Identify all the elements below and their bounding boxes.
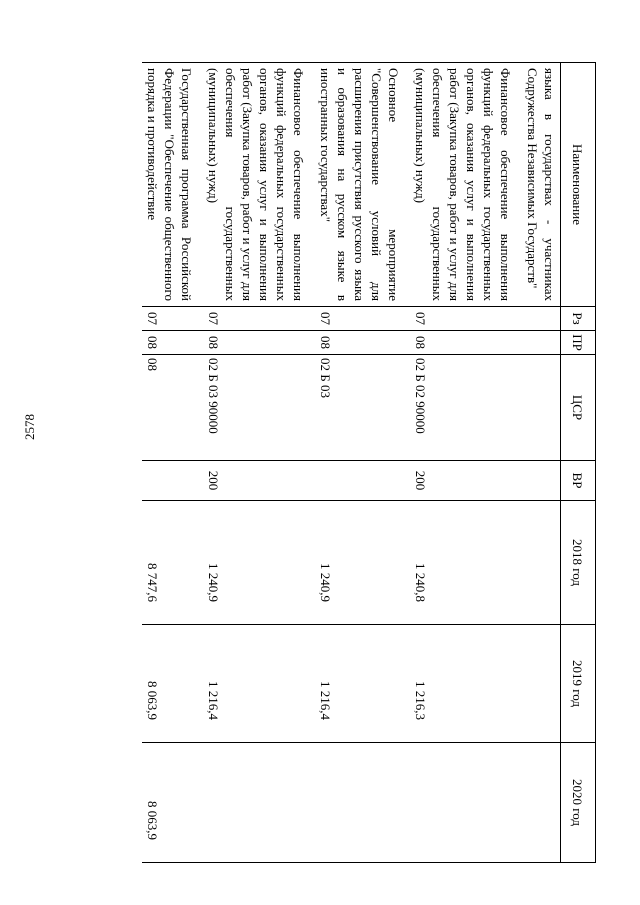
row-spacer	[516, 63, 522, 863]
row-vr: 200	[410, 461, 516, 501]
row-csr: 02 Б 03	[315, 355, 404, 461]
row-csr: 02 Б 03 90000	[203, 355, 309, 461]
row-rz: 07	[203, 307, 309, 331]
row-2018	[522, 501, 561, 625]
row-2018: 8 747,6	[142, 501, 197, 625]
header-csr: ЦСР	[561, 355, 596, 461]
table-row	[522, 63, 561, 863]
header-2019: 2019 год	[561, 625, 596, 743]
row-2019: 1 216,3	[410, 625, 516, 743]
table-row	[142, 63, 197, 863]
budget-sheet	[96, 62, 596, 862]
row-spacer	[309, 63, 315, 863]
row-csr: 02 Б 02 90000	[410, 355, 516, 461]
row-name: Финансовое обеспечение выполнения функций федеральных государственных органов, оказания услуг и выполнения работ (Закупка товаров, работ и услуг для обеспечения государственных (муниципальных) нужд)	[410, 63, 516, 307]
header-vr: ВР	[561, 461, 596, 501]
row-rz: 07	[410, 307, 516, 331]
row-2019: 1 216,4	[315, 625, 404, 743]
row-rz: 07	[315, 307, 404, 331]
row-2019: 8 063,9	[142, 625, 197, 743]
row-2020: 8 063,9	[142, 743, 197, 863]
page-number: 2578	[22, 414, 37, 440]
row-name: Государственная программа Российской Федерации "Обеспечение общественного порядка и противодействие	[142, 63, 197, 307]
row-vr	[522, 461, 561, 501]
row-2020	[410, 743, 516, 863]
header-2018: 2018 год	[561, 501, 596, 625]
row-name: Финансовое обеспечение выполнения функций федеральных государственных органов, оказания услуг и выполнения работ (Закупка товаров, работ и услуг для обеспечения государственных (муниципальных) нужд)	[203, 63, 309, 307]
row-2019: 1 216,4	[203, 625, 309, 743]
row-rz	[522, 307, 561, 331]
row-2018: 1 240,9	[315, 501, 404, 625]
row-2020	[203, 743, 309, 863]
header-2020: 2020 год	[561, 743, 596, 863]
header-rz: Рз	[561, 307, 596, 331]
row-spacer	[404, 63, 410, 863]
budget-table	[142, 62, 596, 863]
row-2018: 1 240,8	[410, 501, 516, 625]
row-pr: 08	[203, 331, 309, 355]
row-vr	[315, 461, 404, 501]
row-pr: 08	[410, 331, 516, 355]
header-name: Наименование	[561, 63, 596, 307]
row-pr	[522, 331, 561, 355]
row-rz: 07	[142, 307, 197, 331]
row-csr	[522, 355, 561, 461]
row-pr: 08	[142, 331, 197, 355]
row-2020	[522, 743, 561, 863]
table-row	[203, 63, 309, 863]
row-spacer	[197, 63, 203, 863]
row-name: Основное мероприятие "Совершенствование условий для расширения присутствия русского языка и образования на русском языке в иностранных государствах"	[315, 63, 404, 307]
row-csr: 08	[142, 355, 197, 461]
row-vr	[142, 461, 197, 501]
row-2018: 1 240,9	[203, 501, 309, 625]
table-header-row	[561, 63, 596, 863]
row-2019	[522, 625, 561, 743]
table-row	[410, 63, 516, 863]
table-row	[315, 63, 404, 863]
row-pr: 08	[315, 331, 404, 355]
header-pr: ПР	[561, 331, 596, 355]
row-vr: 200	[203, 461, 309, 501]
row-2020	[315, 743, 404, 863]
row-name: языка в государствах - участниках Содружества Независимых Государств"	[522, 63, 561, 307]
